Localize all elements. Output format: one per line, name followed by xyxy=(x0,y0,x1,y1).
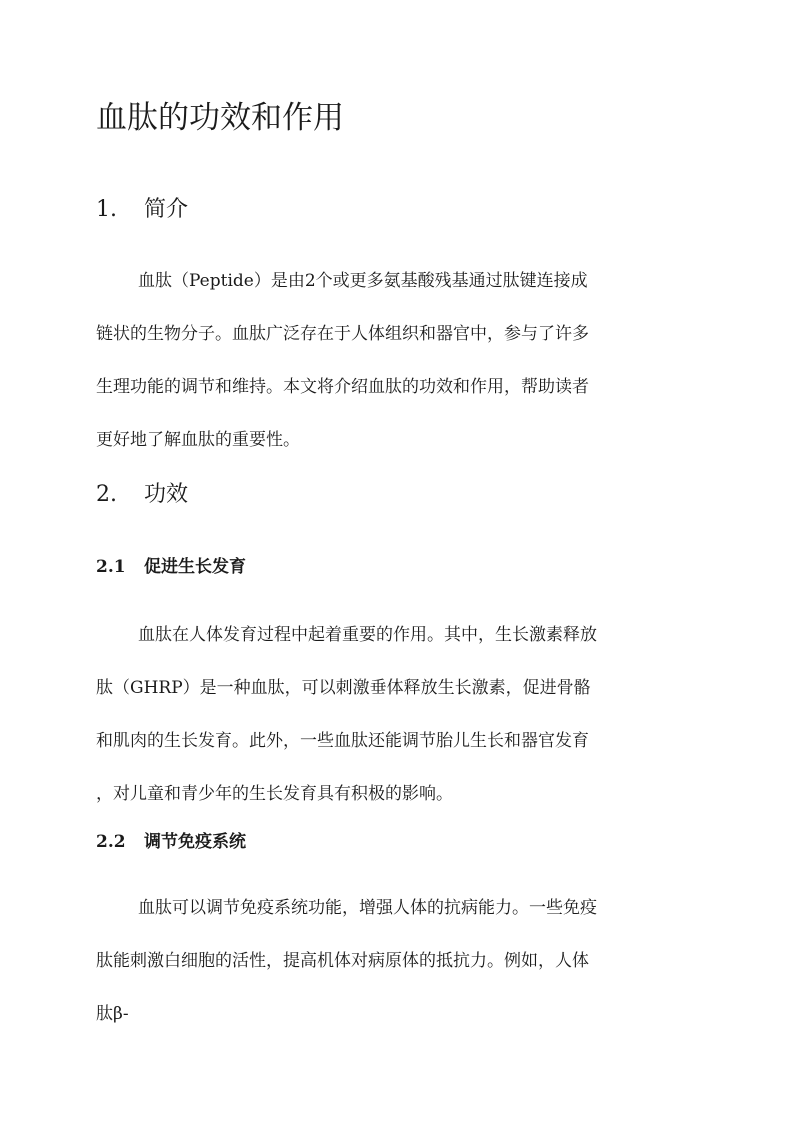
document-title: 血肽的功效和作用 xyxy=(96,100,344,136)
paragraph-line: 和肌肉的生长发育。此外，一些血肽还能调节胎儿生长和器官发育 xyxy=(96,731,589,751)
paragraph-line: 更好地了解血肽的重要性。 xyxy=(96,430,300,450)
paragraph-line: 肽（GHRP）是一种血肽，可以刺激垂体释放生长激素，促进骨骼 xyxy=(96,678,591,698)
subsection-title: 调节免疫系统 xyxy=(144,832,246,852)
paragraph-line: 血肽在人体发育过程中起着重要的作用。其中，生长激素释放 xyxy=(138,625,597,645)
immune-paragraph xyxy=(96,882,704,1041)
section-heading-efficacy xyxy=(96,479,188,511)
paragraph-line: 肽能刺激白细胞的活性，提高机体对病原体的抵抗力。例如，人体 xyxy=(96,951,589,971)
subsection-title: 促进生长发育 xyxy=(144,557,246,577)
paragraph-line: 血肽（Peptide）是由2个或更多氨基酸残基通过肽键连接成 xyxy=(138,271,588,291)
section-title: 简介 xyxy=(144,197,189,222)
subsection-number: 2.2 xyxy=(96,832,126,852)
section-title: 功效 xyxy=(144,482,189,507)
intro-paragraph xyxy=(96,255,704,467)
paragraph-line: 血肽可以调节免疫系统功能，增强人体的抗病能力。一些免疫 xyxy=(138,898,597,918)
paragraph-line: 链状的生物分子。血肽广泛存在于人体组织和器官中，参与了许多 xyxy=(96,324,589,344)
paragraph-line: 生理功能的调节和维持。本文将介绍血肽的功效和作用，帮助读者 xyxy=(96,377,589,397)
subsection-heading-immune xyxy=(96,829,246,855)
section-heading-intro xyxy=(96,194,188,226)
subsection-number: 2.1 xyxy=(96,557,126,577)
paragraph-line: ，对儿童和青少年的生长发育具有积极的影响。 xyxy=(96,784,453,804)
subsection-heading-growth xyxy=(96,554,246,580)
section-number: 2. xyxy=(96,482,117,507)
growth-paragraph xyxy=(96,609,704,821)
section-number: 1. xyxy=(96,197,117,222)
paragraph-line: 肽β- xyxy=(96,1004,129,1024)
